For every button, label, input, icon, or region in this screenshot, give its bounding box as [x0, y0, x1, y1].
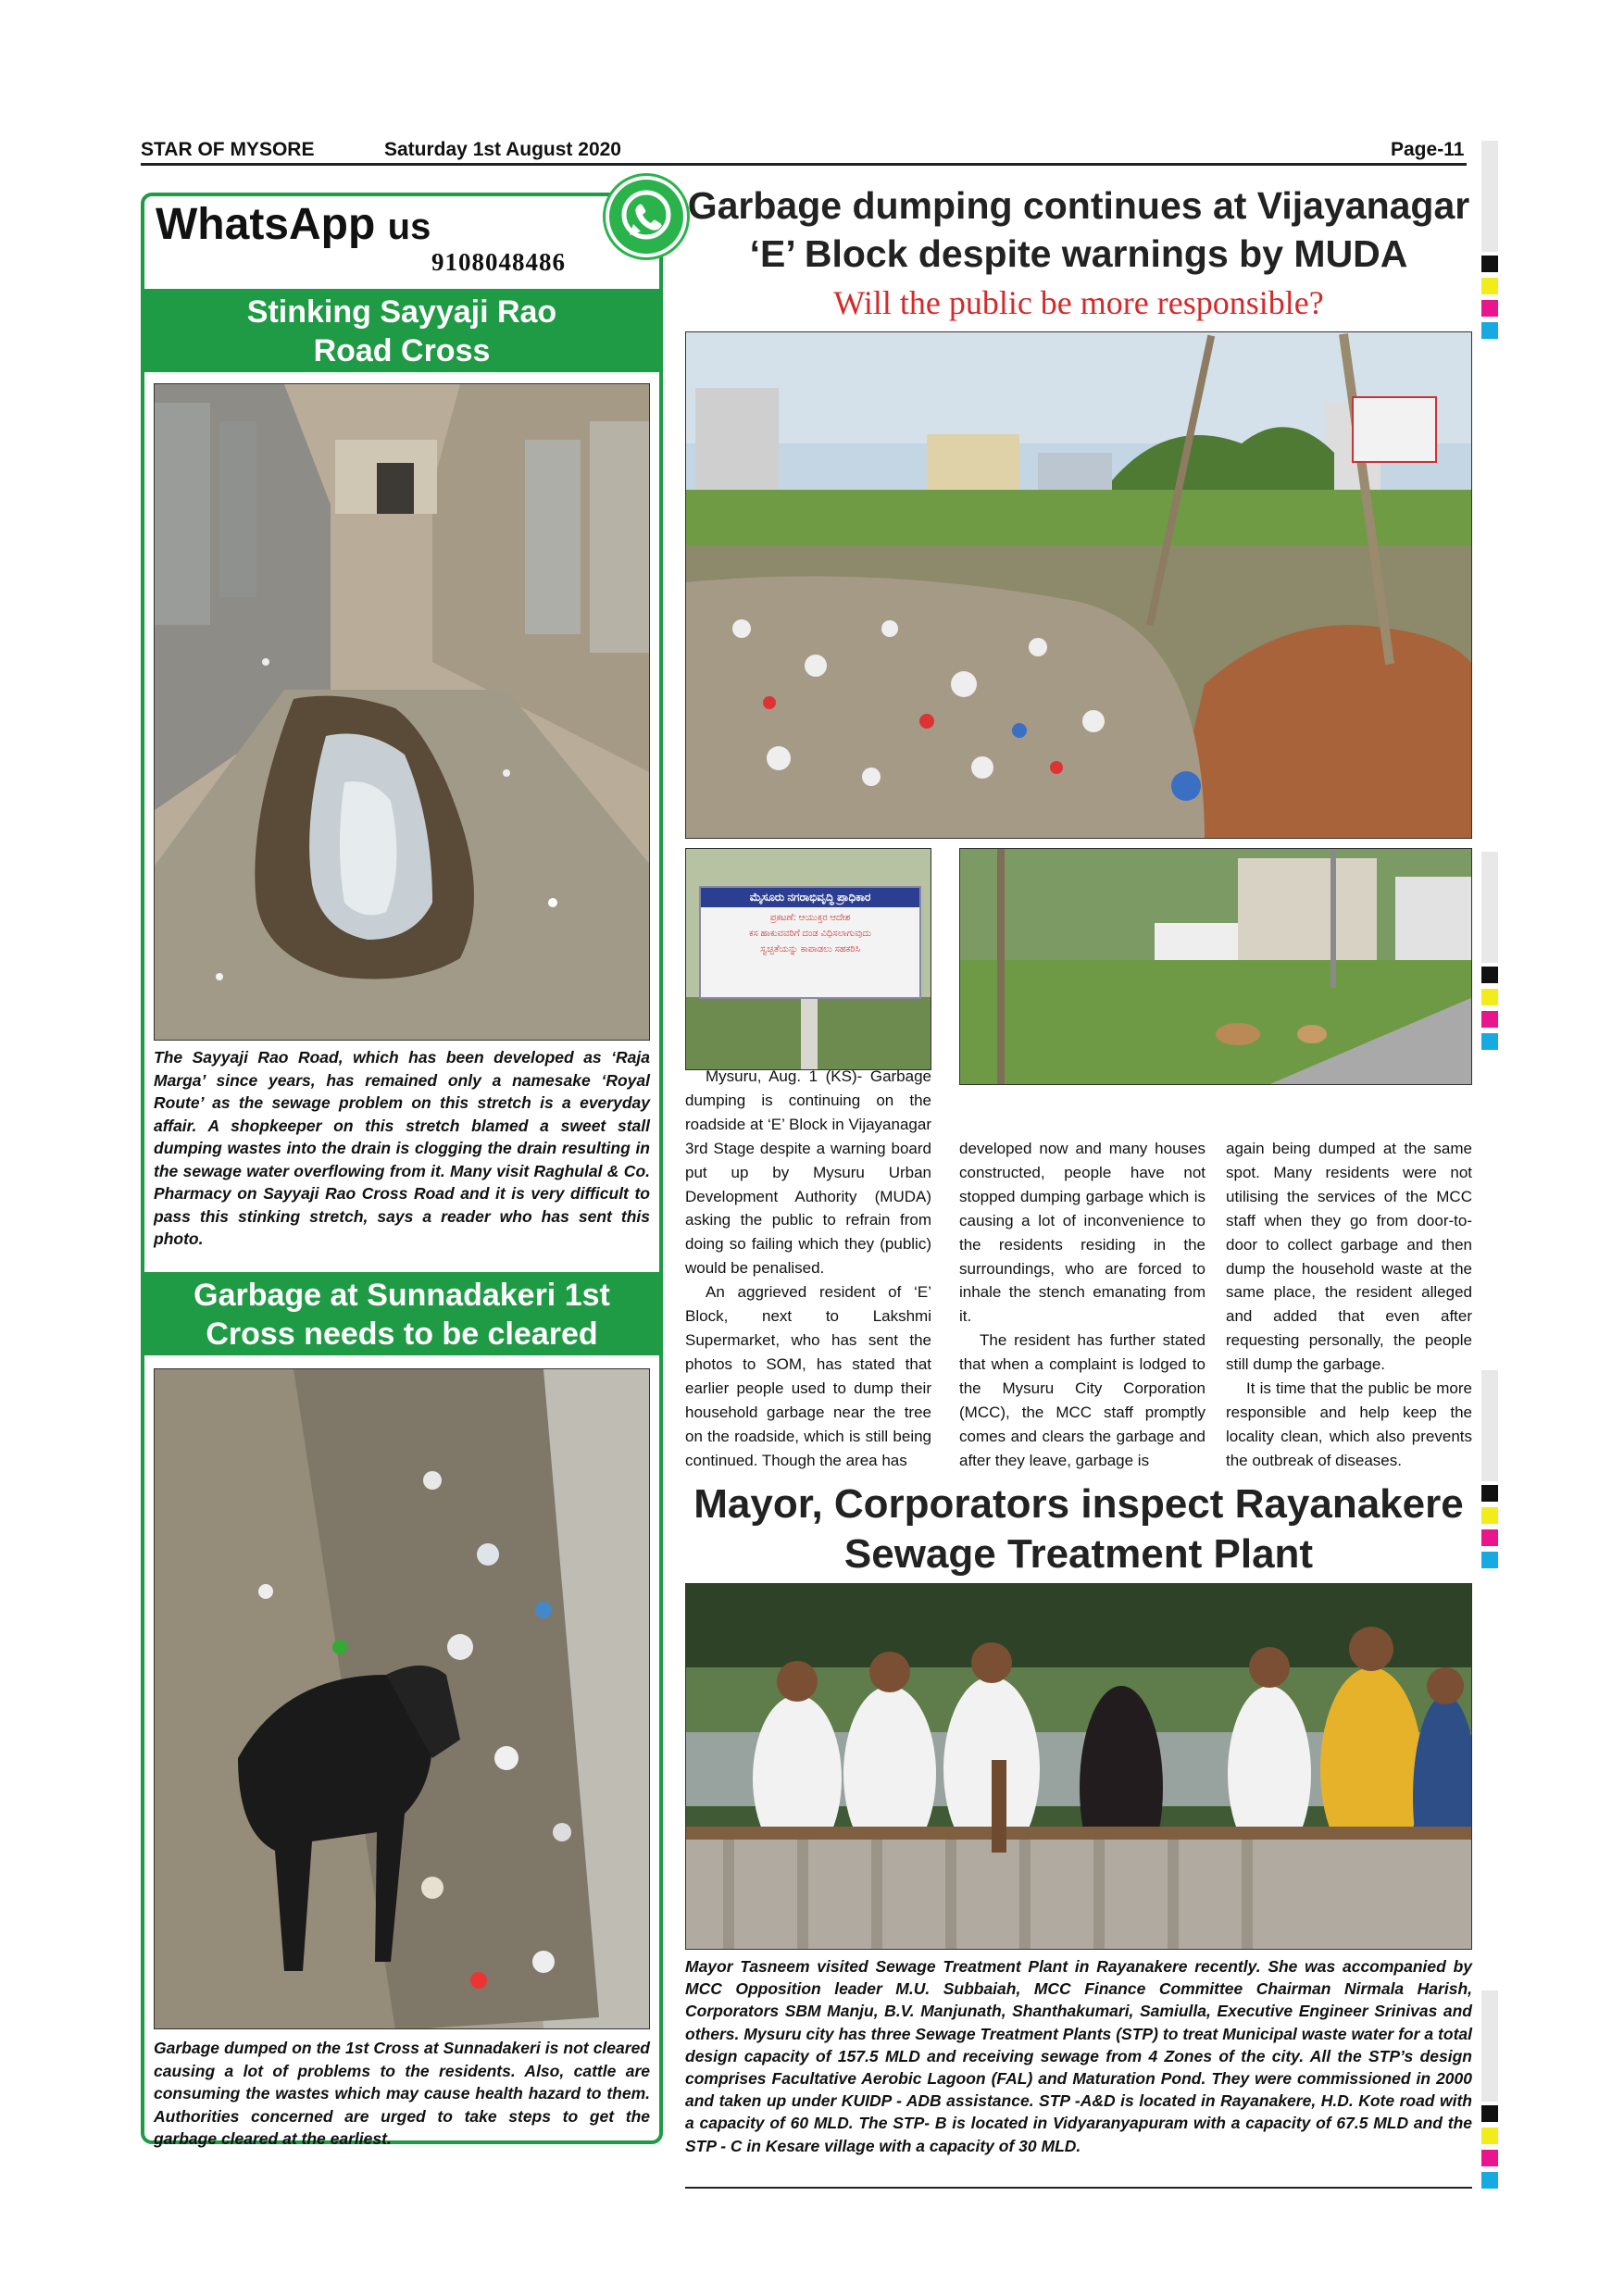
box2-title-bar: Garbage at Sunnadakeri 1st Cross needs to be cleared [141, 1272, 663, 1355]
mayor-inspection-photo [685, 1583, 1472, 1950]
story1-headline: Garbage dumping continues at Vijayanagar ‘E’ Block despite warnings by MUDA [687, 184, 1470, 275]
whatsapp-phone-icon [606, 176, 687, 257]
story2-caption: Mayor Tasneem visited Sewage Treatment Plant in Rayanakere recently. She was accompanied by MCC Opposition leader M.U. Subbaiah, MCC Finance Committee Chairman Nirmala Harish, Corporators SBM Manju, B.V. Manjunath, Shanthakumari, Samiulla, Executive Engineer Srinivas and others. Mysuru city has three Sewage Treatment Plants (STP) to treat Municipal waste water for a total design capacity of 157.5 MLD and receiving sewage from 4 Zones of the city. All the STP’s design comprises Facultative Aerobic Lagoon (FAL) and Maturation Pond. They were commissioned in 2000 and taken up under KUIDP - ADB assistance. STP -A&D is located in Rayanakere, H.D. Kote road with a capacity of 60 MLD. The STP- B is located in Vidyaranyapuram with a capacity of 67.5 MLD and the STP - C in Kesare village with a capacity of 30 MLD. [685, 1957, 1472, 2155]
registration-bar [1481, 141, 1498, 252]
whatsapp-number: 9108048486 [431, 248, 566, 276]
reg-cyan [1481, 1033, 1498, 1050]
story1-col2: developed now and many houses constructed, people have not stopped dumping garbage which is causing a lot of inconvenience to the residents residing in the surroundings, who are forced to inhale the stench emanating from it. The resident has further stated that when a complaint is lodged to the Mysuru City Corporation (MCC), the MCC staff promptly comes and clears the garbage and after they leave, garbage is [959, 1140, 1206, 1469]
registration-bar [1481, 852, 1498, 963]
reg-cyan [1481, 1552, 1498, 1568]
reg-black [1481, 1485, 1498, 1502]
whatsapp-title: WhatsApp us [156, 200, 431, 249]
reg-black [1481, 967, 1498, 983]
reg-black [1481, 2105, 1498, 2122]
box1-caption: The Sayyaji Rao Road, which has been developed as ‘Raja Marga’ since years, has remained only a namesake ‘Royal Route’ as the sewage problem on this stretch is a everyday affair. A shopkeeper on this stretch blamed a sweet stall dumping wastes into the drain is clogging the drain resulting in the sewage water overflowing from it. Many visit Raghulal & Co. Pharmacy on Sayyaji Rao Cross Road and it is very difficult to pass this stinking stretch, says a reader who has sent this photo. [154, 1048, 650, 1248]
story1-col3: again being dumped at the same spot. Many residents were not utilising the services of the MCC staff when they go from door-to-door to collect garbage and then dump the household waste at the same place, the resident alleged and added that even after requesting personally, the people still dump the garbage. It is time that the public be more responsible and help keep the locality clean, which also prevents the outbreak of diseases. [1226, 1140, 1472, 1469]
reg-yellow [1481, 989, 1498, 1005]
story1-subhead: Will the public be more responsible? [833, 284, 1324, 321]
reg-black [1481, 256, 1498, 272]
cow-garbage-photo [154, 1368, 650, 2029]
reg-magenta [1481, 1529, 1498, 1546]
garbage-field-photo [685, 331, 1472, 839]
registration-bar [1481, 1370, 1498, 1481]
registration-bar [1481, 1990, 1498, 2102]
reg-yellow [1481, 278, 1498, 294]
reg-yellow [1481, 1507, 1498, 1524]
sewage-alley-photo [154, 383, 650, 1041]
muda-sign-photo [685, 848, 931, 1070]
story2-headline: Mayor, Corporators inspect Rayanakere Sewage Treatment Plant [693, 1481, 1464, 1577]
reg-cyan [1481, 2172, 1498, 2189]
reg-magenta [1481, 2150, 1498, 2166]
page-number: Page-11 [1391, 139, 1465, 160]
header-rule [141, 163, 1467, 166]
dogs-roadside-photo [959, 848, 1472, 1085]
reg-cyan [1481, 322, 1498, 339]
story1-col1: Mysuru, Aug. 1 (KS)- Garbage dumping is continuing on the roadside at ‘E’ Block in Vijayanagar 3rd Stage despite a warning board put up by Mysuru Urban Development Authority (MUDA) asking the public to refrain from doing so failing which they (public) would be penalised. An aggrieved resident of ‘E’ Block, next to Lakshmi Supermarket, who has sent the photos to SOM, has stated that earlier people used to dump their household garbage near the tree on the roadside, which is still being continued. Though the area has [685, 1067, 931, 1469]
reg-yellow [1481, 2128, 1498, 2144]
box1-title-bar: Stinking Sayyaji Rao Road Cross [141, 289, 663, 372]
reg-magenta [1481, 300, 1498, 317]
story2-bottom-rule [685, 2187, 1472, 2189]
paper-name: STAR OF MYSORE [141, 139, 315, 160]
box2-caption: Garbage dumped on the 1st Cross at Sunnadakeri is not cleared causing a lot of problems to the residents. Also, cattle are consuming the wastes which may cause health hazard to them. Authorities concerned are urged to take steps to get the garbage cleared at the earliest. [154, 2039, 650, 2148]
warning-sign: ಮೈಸೂರು ನಗರಾಭಿವೃದ್ಧಿ ಪ್ರಾಧಿಕಾರ ಪ್ರಕಟಣೆ: ಆಯುಕ್ತರ ಆದೇಶ ಕಸ ಹಾಕುವವರಿಗೆ ದಂಡ ವಿಧಿಸಲಾಗುವುದು ಸ್ವಚ್ಛತೆಯನ್ನು ಕಾಪಾಡಲು ಸಹಕರಿಸಿ [699, 886, 921, 999]
reg-magenta [1481, 1011, 1498, 1028]
issue-date: Saturday 1st August 2020 [384, 139, 621, 160]
